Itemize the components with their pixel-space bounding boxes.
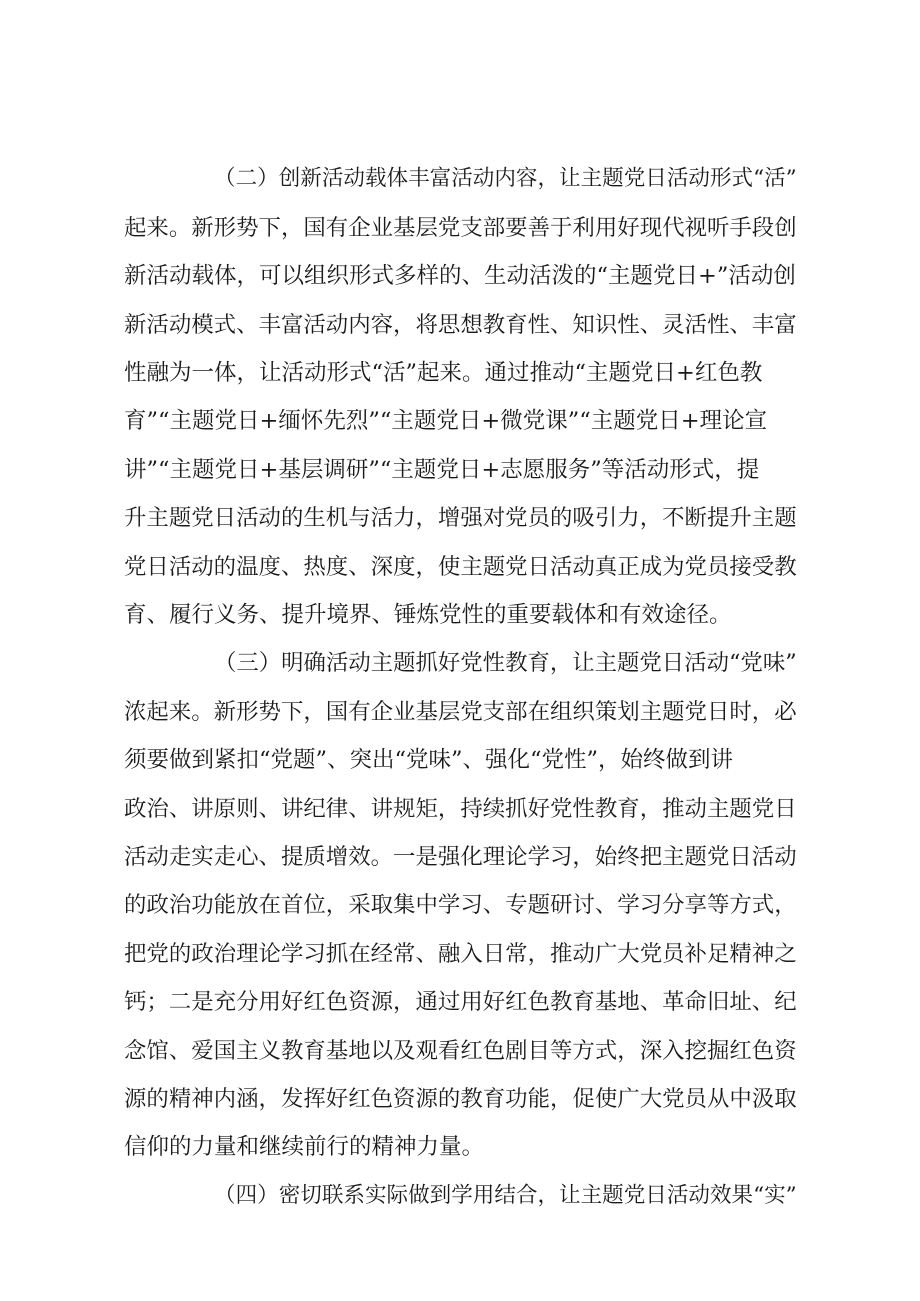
text-line-content: 育、履行义务、提升境界、锤炼党性的重要载体和有效途径。 bbox=[124, 602, 732, 628]
text-line-content: 升主题党日活动的生机与活力，增强对党员的吸引力，不断提升主题 bbox=[124, 505, 797, 531]
text-line-content: 政治、讲原则、讲纪律、讲规矩，持续抓好党性教育，推动主题党日 bbox=[124, 796, 797, 822]
text-line bbox=[0, 789, 920, 829]
text-line bbox=[0, 401, 920, 441]
text-line bbox=[0, 1031, 920, 1071]
text-line bbox=[0, 934, 920, 974]
text-line bbox=[0, 208, 920, 248]
text-line bbox=[0, 740, 920, 780]
text-line bbox=[0, 692, 920, 732]
text-line bbox=[0, 450, 920, 490]
text-line-content: 起来。新形势下，国有企业基层党支部要善于利用好现代视听手段创 bbox=[124, 215, 797, 241]
text-line-content: （四）密切联系实际做到学用结合，让主题党日活动效果“实” bbox=[214, 1183, 797, 1208]
text-line-content: 信仰的力量和继续前行的精神力量。 bbox=[124, 1134, 485, 1160]
text-line-content: 活动走实走心、提质增效。一是强化理论学习，始终把主题党日活动 bbox=[124, 844, 797, 870]
text-line-content: 须要做到紧扣“党题”、突出“党味”、强化“党性”，始终做到讲 bbox=[124, 747, 734, 773]
text-line-content: （三）明确活动主题抓好党性教育，让主题党日活动“党味” bbox=[214, 650, 797, 676]
text-line bbox=[0, 837, 920, 877]
text-line bbox=[0, 353, 920, 393]
text-line bbox=[0, 547, 920, 587]
text-line bbox=[0, 982, 920, 1022]
text-line-content: 讲”“主题党日+基层调研”“主题党日+志愿服务”等活动形式，提 bbox=[124, 457, 760, 483]
text-line-content: 新活动载体，可以组织形式多样的、生动活泼的“主题党日+”活动创 bbox=[124, 263, 796, 289]
text-line-content: 源的精神内涵，发挥好红色资源的教育功能，促使广大党员从中汲取 bbox=[124, 1086, 797, 1112]
text-line bbox=[0, 498, 920, 538]
text-line-content: 的政治功能放在首位，采取集中学习、专题研讨、学习分享等方式， bbox=[124, 892, 797, 918]
text-line-content: 念馆、爱国主义教育基地以及观看红色剧目等方式，深入挖掘红色资 bbox=[124, 1038, 797, 1064]
text-line bbox=[0, 885, 920, 925]
text-line-content: 钙；二是充分用好红色资源，通过用好红色教育基地、革命旧址、纪 bbox=[124, 989, 797, 1015]
text-line-content: 育”“主题党日+缅怀先烈”“主题党日+微党课”“主题党日+理论宣 bbox=[124, 408, 768, 434]
text-line-content: （二）创新活动载体丰富活动内容，让主题党日活动形式“活” bbox=[214, 166, 797, 191]
text-line-content: 党日活动的温度、热度、深度，使主题党日活动真正成为党员接受教 bbox=[124, 554, 797, 580]
text-line bbox=[0, 595, 920, 635]
text-line bbox=[0, 305, 920, 345]
text-line bbox=[0, 1127, 920, 1167]
text-line bbox=[0, 1079, 920, 1119]
text-line-content: 浓起来。新形势下，国有企业基层党支部在组织策划主题党日时，必 bbox=[124, 699, 797, 725]
text-line-content: 把党的政治理论学习抓在经常、融入日常，推动广大党员补足精神之 bbox=[124, 941, 797, 967]
text-line-content: 新活动模式、丰富活动内容，将思想教育性、知识性、灵活性、丰富 bbox=[124, 312, 797, 338]
text-line bbox=[0, 1176, 920, 1216]
text-line bbox=[0, 256, 920, 296]
text-line bbox=[0, 643, 920, 683]
text-line-content: 性融为一体，让活动形式“活”起来。通过推动“主题党日+红色教 bbox=[124, 360, 763, 386]
text-line bbox=[0, 159, 920, 199]
